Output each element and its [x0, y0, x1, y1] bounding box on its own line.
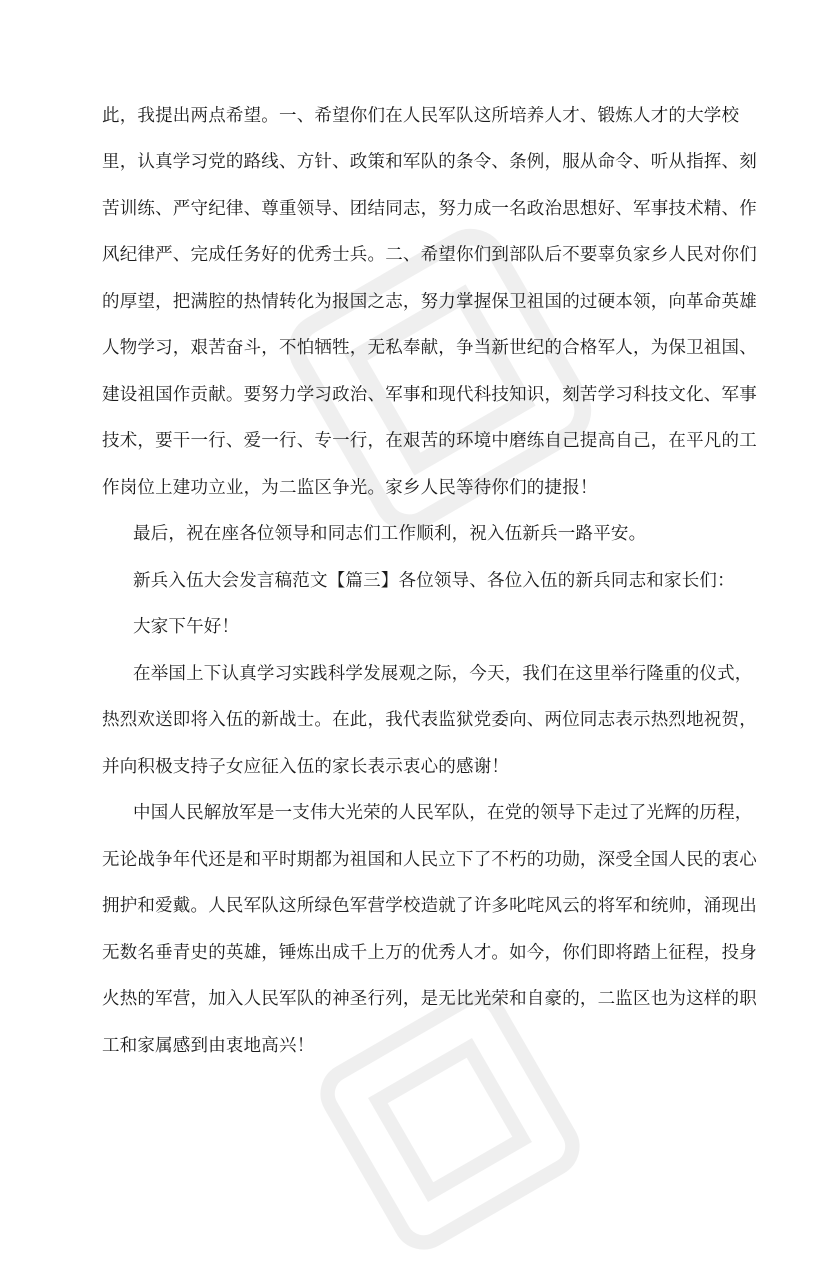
paragraph-line: 建设祖国作贡献。要努力学习政治、军事和现代科技知识，刻苦学习科技文化、军事	[102, 385, 757, 405]
paragraph-line: 技术，要干一行、爱一行、专一行，在艰苦的环境中磨练自己提高自己，在平凡的工	[102, 431, 757, 451]
paragraph-line: 工和家属感到由衷地高兴！	[102, 1036, 315, 1056]
paragraph-line: 并向积极支持子女应征入伍的家长表示衷心的感谢！	[102, 757, 510, 777]
paragraph-line: 作岗位上建功立业，为二监区争光。家乡人民等待你们的捷报！	[102, 478, 598, 498]
paragraph-line: 苦训练、严守纪律、尊重领导、团结同志，努力成一名政治思想好、军事技术精、作	[102, 199, 757, 219]
paragraph-line: 人物学习，艰苦奋斗，不怕牺牲，无私奉献，争当新世纪的合格军人，为保卫祖国、	[102, 338, 757, 358]
paragraph-line: 拥护和爱戴。人民军队这所绿色军营学校造就了许多叱咤风云的将军和统帅，涌现出	[102, 896, 757, 916]
paragraph-line: 此，我提出两点希望。一、希望你们在人民军队这所培养人才、锻炼人才的大学校	[102, 106, 740, 126]
paragraph-line: 最后，祝在座各位领导和同志们工作顺利，祝入伍新兵一路平安。	[133, 524, 647, 544]
paragraph-line: 风纪律严、完成任务好的优秀士兵。二、希望你们到部队后不要辜负家乡人民对你们	[102, 245, 757, 265]
paragraph-line: 无数名垂青史的英雄，锤炼出成千上万的优秀人才。如今，你们即将踏上征程，投身	[102, 943, 757, 963]
paragraph-line: 无论战争年代还是和平时期都为祖国和人民立下了不朽的功勋，深受全国人民的衷心	[102, 850, 757, 870]
paragraph-line: 热烈欢送即将入伍的新战士。在此，我代表监狱党委向、两位同志表示热烈地祝贺，	[102, 710, 757, 730]
paragraph-line: 的厚望，把满腔的热情转化为报国之志，努力掌握保卫祖国的过硬本领，向革命英雄	[102, 292, 757, 312]
paragraph-line: 火热的军营，加入人民军队的神圣行列，是无比光荣和自豪的，二监区也为这样的职	[102, 989, 757, 1009]
paragraph-line: 里，认真学习党的路线、方针、政策和军队的条令、条例，服从命令、听从指挥、刻	[102, 152, 757, 172]
paragraph-line: 新兵入伍大会发言稿范文【篇三】各位领导、各位入伍的新兵同志和家长们：	[133, 571, 735, 591]
paragraph-line: 在举国上下认真学习实践科学发展观之际，今天，我们在这里举行隆重的仪式，	[133, 664, 753, 684]
paragraph-line: 中国人民解放军是一支伟大光荣的人民军队，在党的领导下走过了光辉的历程，	[133, 803, 753, 823]
paragraph-line: 大家下午好！	[133, 617, 240, 637]
